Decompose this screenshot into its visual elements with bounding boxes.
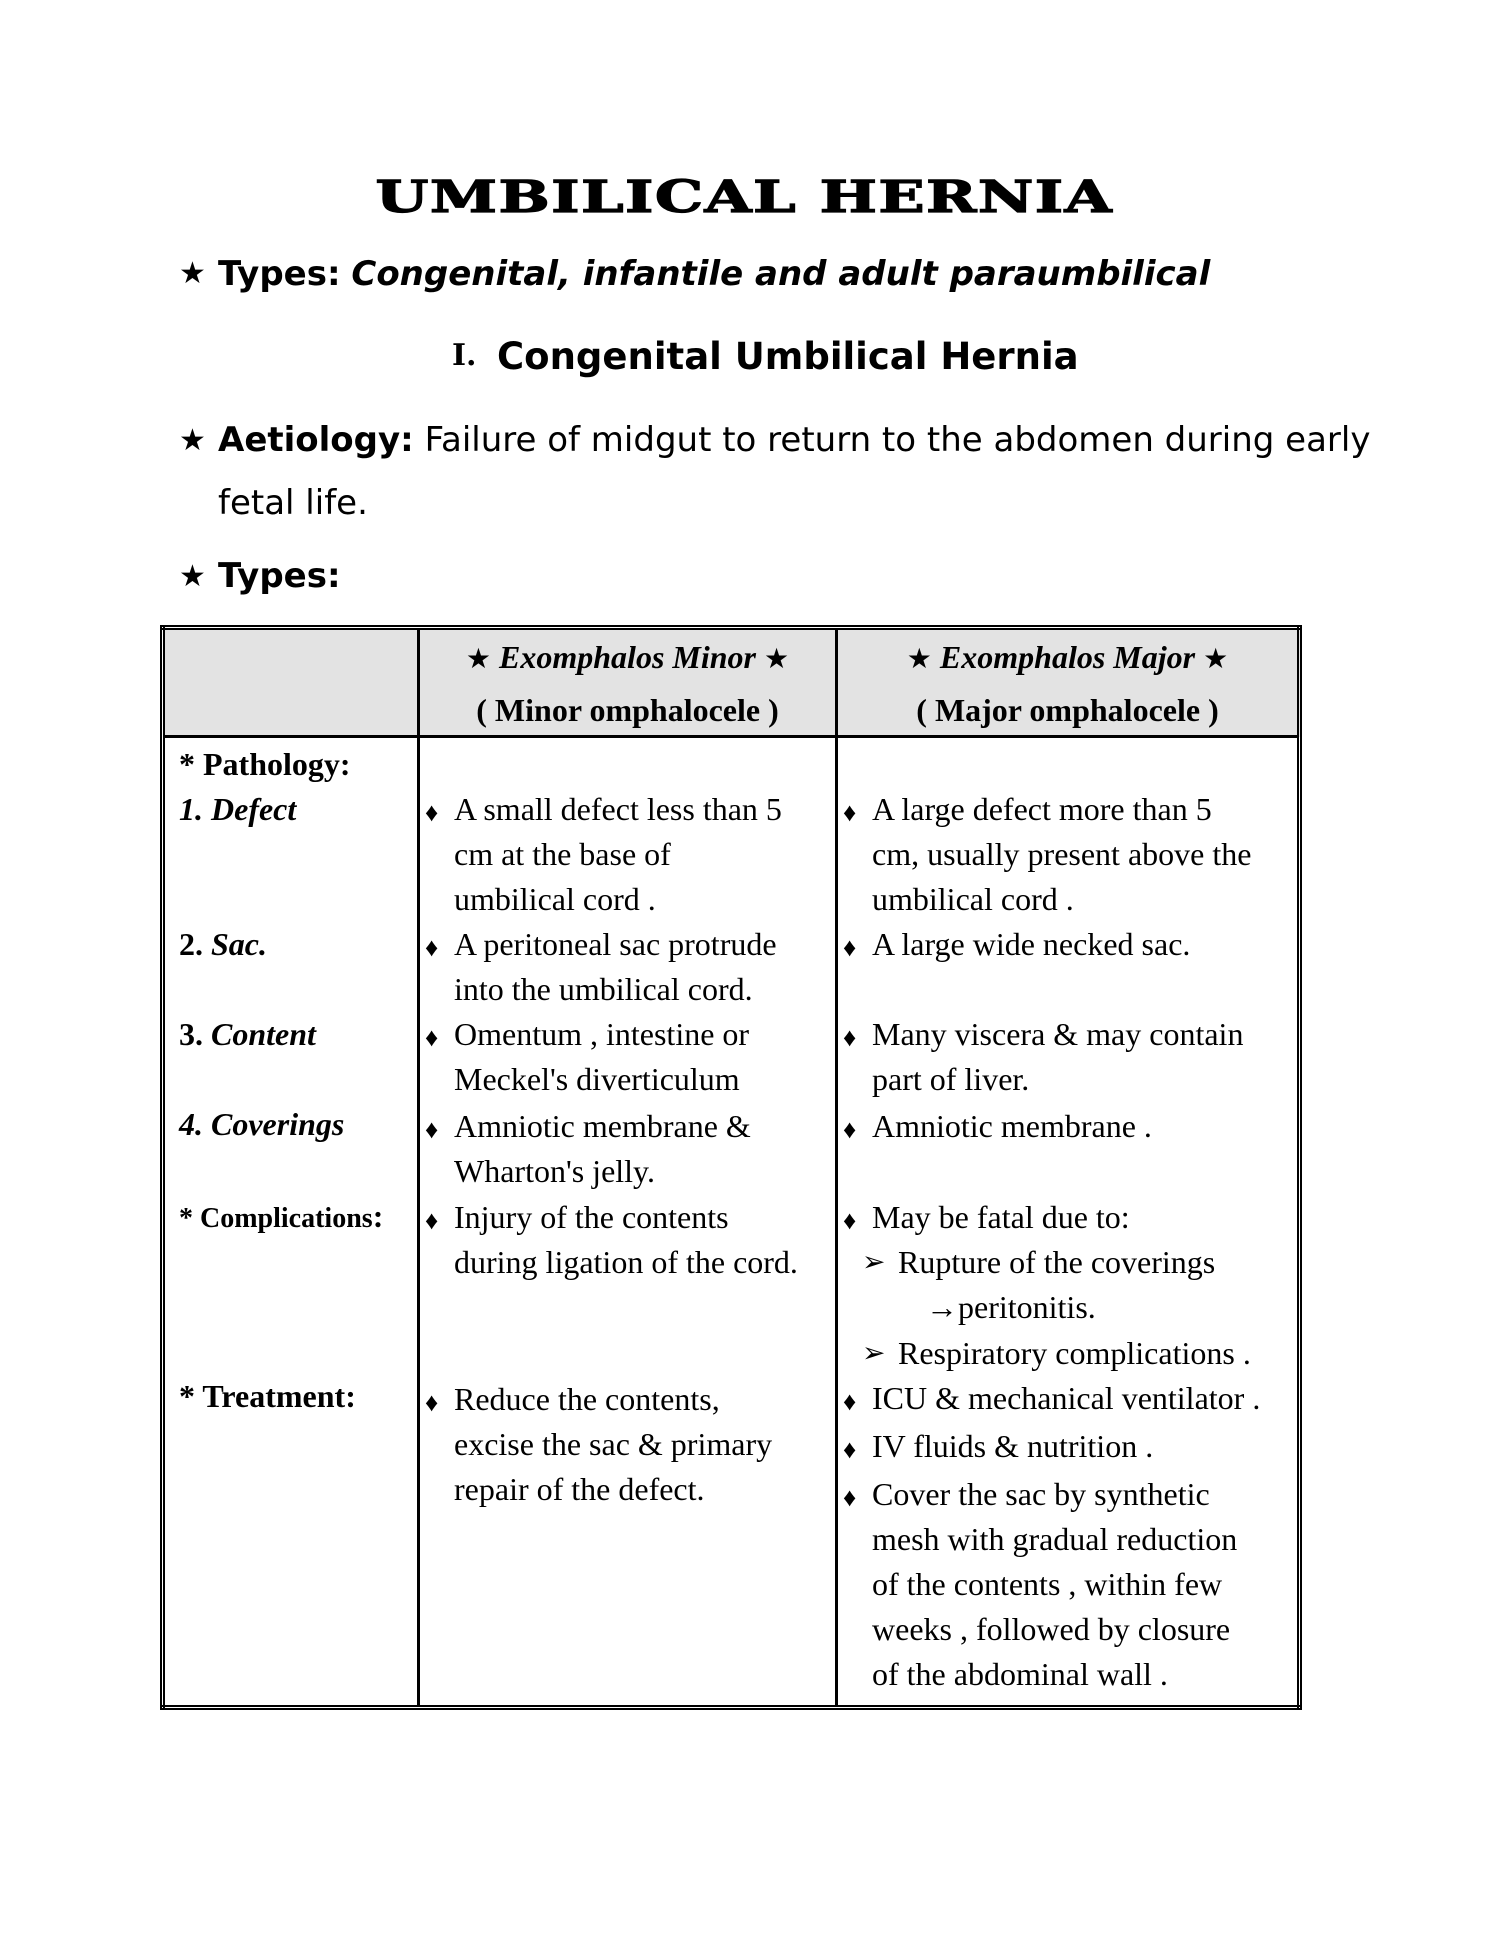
diamond-bullet-icon: ♦	[843, 798, 857, 827]
star-icon: ★	[763, 644, 790, 675]
section-numeral: I.	[452, 338, 477, 373]
minor-coverings: Amniotic membrane & Wharton's jelly.	[454, 1108, 751, 1189]
label-defect: 1. Defect	[179, 791, 297, 827]
diamond-bullet-icon: ♦	[425, 933, 439, 962]
header-major-cell	[837, 628, 1300, 737]
comparison-table	[160, 625, 1302, 1710]
minor-complications: Injury of the contents during ligation of the cord.	[454, 1199, 798, 1280]
label-complications: * Complications:	[179, 1198, 384, 1234]
types-label: Types:	[218, 254, 341, 294]
diamond-bullet-icon: ♦	[425, 1388, 439, 1417]
star-icon: ★	[465, 644, 492, 675]
types-text: Congenital, infantile and adult paraumbilical	[351, 254, 1211, 294]
diamond-bullet-icon: ♦	[843, 1115, 857, 1144]
minor-title: Exomphalos Minor	[499, 639, 756, 675]
label-treatment: * Treatment:	[179, 1378, 356, 1414]
major-defect: A large defect more than 5 cm, usually present above the umbilical cord .	[872, 791, 1252, 917]
major-cell	[837, 737, 1300, 1708]
aetiology-line1	[218, 420, 1370, 460]
label-pathology: * Pathology:	[179, 746, 351, 782]
section-heading: Congenital Umbilical Hernia	[497, 335, 1079, 378]
page-title: UMBILICAL HERNIA	[375, 172, 1114, 223]
header-empty-cell	[163, 628, 419, 737]
star-icon: ★	[906, 644, 932, 675]
arrow-bullet-icon: ➢	[862, 1247, 886, 1278]
star-icon: ★	[179, 257, 206, 290]
aetiology-line2: fetal life.	[218, 483, 368, 523]
diamond-bullet-icon: ♦	[843, 1023, 857, 1052]
major-content: Many viscera & may contain part of liver.	[872, 1016, 1244, 1097]
labels-cell	[163, 737, 419, 1708]
label-coverings: 4. Coverings	[179, 1106, 345, 1142]
table-header-row	[163, 628, 1300, 737]
diamond-bullet-icon: ♦	[843, 1387, 857, 1416]
header-minor-cell	[419, 628, 837, 737]
aetiology-label: Aetiology:	[218, 420, 414, 460]
minor-subtitle: ( Minor omphalocele )	[476, 692, 779, 728]
diamond-bullet-icon: ♦	[425, 798, 439, 827]
major-treatment-fluids: IV fluids & nutrition .	[872, 1428, 1154, 1464]
major-coverings: Amniotic membrane .	[872, 1108, 1152, 1144]
star-icon: ★	[179, 424, 206, 457]
diamond-bullet-icon: ♦	[843, 1206, 857, 1235]
types-line	[218, 254, 1210, 294]
diamond-bullet-icon: ♦	[425, 1206, 439, 1235]
aetiology-text: Failure of midgut to return to the abdomen during early	[424, 420, 1371, 460]
minor-defect: A small defect less than 5 cm at the base of umbilical cord .	[454, 791, 782, 917]
major-treatment-mesh: Cover the sac by synthetic mesh with gradual reduction of the contents , within few weeks , followed by closure of the abdominal wall .	[872, 1476, 1238, 1692]
major-sac: A large wide necked sac.	[872, 926, 1191, 962]
major-complication-rupture: Rupture of the coverings →peritonitis.	[898, 1244, 1216, 1325]
star-icon: ★	[179, 560, 206, 593]
major-treatment-icu: ICU & mechanical ventilator .	[872, 1380, 1261, 1416]
major-complication-respiratory: Respiratory complications .	[898, 1335, 1251, 1371]
label-sac: 2. Sac.	[179, 926, 267, 962]
minor-cell	[419, 737, 837, 1708]
diamond-bullet-icon: ♦	[843, 1435, 857, 1464]
diamond-bullet-icon: ♦	[843, 1483, 857, 1512]
star-icon: ★	[1203, 644, 1229, 675]
table-body-row	[163, 737, 1300, 1708]
diamond-bullet-icon: ♦	[425, 1023, 439, 1052]
minor-sac: A peritoneal sac protrude into the umbilical cord.	[454, 926, 777, 1007]
minor-content: Omentum , intestine or Meckel's diverticulum	[454, 1016, 750, 1097]
minor-treatment: Reduce the contents, excise the sac & primary repair of the defect.	[454, 1381, 773, 1507]
major-subtitle: ( Major omphalocele )	[916, 692, 1219, 728]
label-content: 3. Content	[179, 1016, 316, 1052]
diamond-bullet-icon: ♦	[425, 1115, 439, 1144]
diamond-bullet-icon: ♦	[843, 933, 857, 962]
arrow-bullet-icon: ➢	[862, 1338, 886, 1369]
major-complications: May be fatal due to:	[872, 1199, 1130, 1235]
types-heading: Types:	[218, 556, 341, 596]
major-title: Exomphalos Major	[939, 639, 1196, 675]
